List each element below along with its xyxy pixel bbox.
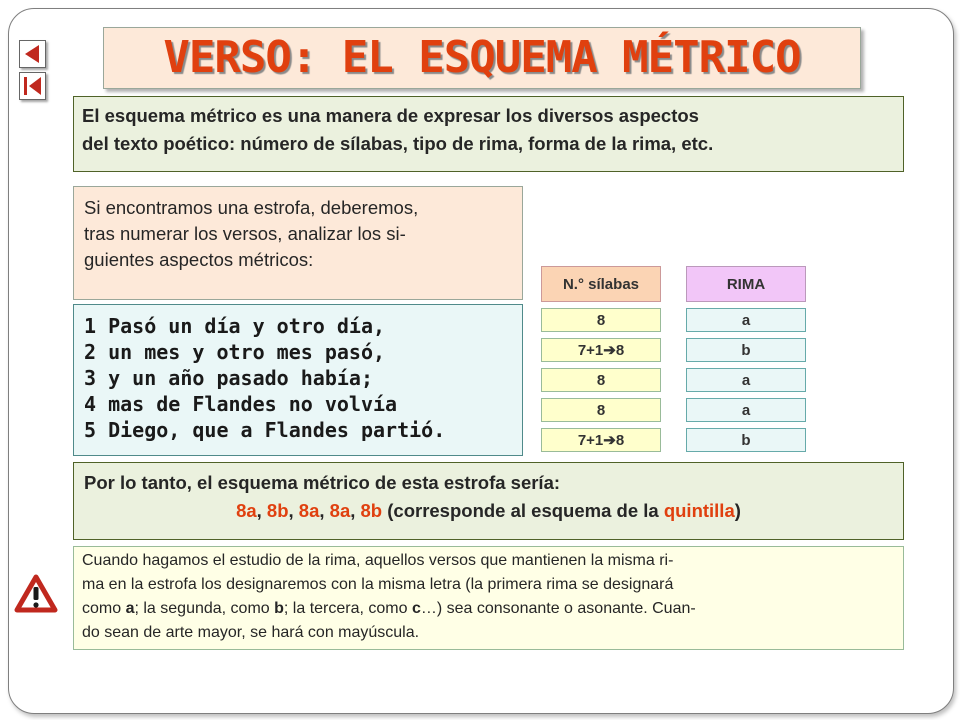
rhyme-cell: b (686, 428, 806, 452)
skip-back-icon (20, 73, 45, 99)
line-number: 3 (84, 366, 97, 390)
poem-box (73, 304, 523, 456)
aspects-line-1: Si encontramos una estrofa, deberemos, (84, 197, 419, 218)
title-box (103, 27, 861, 89)
warning-icon (14, 574, 58, 614)
scheme-item: 8b (360, 500, 383, 521)
triangle-left-icon (20, 41, 45, 67)
note-line-3: como a; la segunda, como b; la tercera, como c…) sea consonante o asonante. Cuan- (82, 600, 696, 617)
note-line-2: ma en la estrofa los designaremos con la misma letra (la primera rima se designará (82, 576, 674, 593)
arrow-right-icon: ➔ (603, 432, 616, 449)
rhyme-cell: b (686, 338, 806, 362)
scheme-item: 8a (298, 500, 320, 521)
verse-text: Diego, que a Flandes partió. (108, 418, 446, 442)
aspects-line-2: tras numerar los versos, analizar los si- (84, 223, 406, 244)
scheme-item: 8a (329, 500, 351, 521)
aspects-line-3: guientes aspectos métricos: (84, 249, 314, 270)
rhyme-cell: a (686, 398, 806, 422)
arrow-right-icon: ➔ (603, 342, 616, 359)
rhyme-cell: a (686, 368, 806, 392)
scheme-item: 8a (236, 500, 257, 521)
syllables-cell: 7+1➔8 (541, 338, 661, 362)
first-slide-button[interactable] (19, 72, 46, 100)
verse-text: Pasó un día y otro día, (108, 314, 386, 338)
syllables-cell: 8 (541, 398, 661, 422)
poem-line (84, 365, 512, 391)
aspects-box (73, 186, 523, 300)
scheme-item: 8b (266, 500, 289, 521)
scheme-line-1: Por lo tanto, el esquema métrico de esta estrofa sería: (84, 472, 561, 493)
line-number: 2 (84, 340, 97, 364)
poem-line (84, 417, 512, 443)
poem-line (84, 339, 512, 365)
strophe-name: quintilla (663, 500, 735, 521)
scheme-line-2: 8a, 8b, 8a, 8a, 8b (corresponde al esquema de la quintilla) (236, 500, 741, 521)
verse-text: y un año pasado había; (108, 366, 373, 390)
intro-line-2: del texto poético: número de sílabas, tipo de rima, forma de la rima, etc. (82, 133, 714, 154)
poem-line (84, 391, 512, 417)
verse-text: mas de Flandes no volvía (108, 392, 398, 416)
rhyme-table (686, 266, 806, 456)
scheme-box (73, 462, 904, 540)
rhyme-header: RIMA (686, 266, 806, 302)
note-line-4: do sean de arte mayor, se hará con mayúscula. (82, 624, 420, 641)
note-box (73, 546, 904, 650)
syllables-cell: 8 (541, 308, 661, 332)
intro-box (73, 96, 904, 172)
syllables-header: N.° sílabas (541, 266, 661, 302)
poem-line (84, 313, 512, 339)
syllables-cell: 8 (541, 368, 661, 392)
line-number: 5 (84, 418, 97, 442)
rhyme-cell: a (686, 308, 806, 332)
syllables-table (541, 266, 661, 456)
note-line-1: Cuando hagamos el estudio de la rima, aquellos versos que mantienen la misma ri- (82, 552, 674, 569)
back-button[interactable] (19, 40, 46, 68)
line-number: 1 (84, 314, 97, 338)
page-title: VERSO: EL ESQUEMA MÉTRICO (163, 32, 801, 83)
line-number: 4 (84, 392, 97, 416)
intro-line-1: El esquema métrico es una manera de expresar los diversos aspectos (82, 105, 699, 126)
syllables-cell: 7+1➔8 (541, 428, 661, 452)
verse-text: un mes y otro mes pasó, (108, 340, 386, 364)
